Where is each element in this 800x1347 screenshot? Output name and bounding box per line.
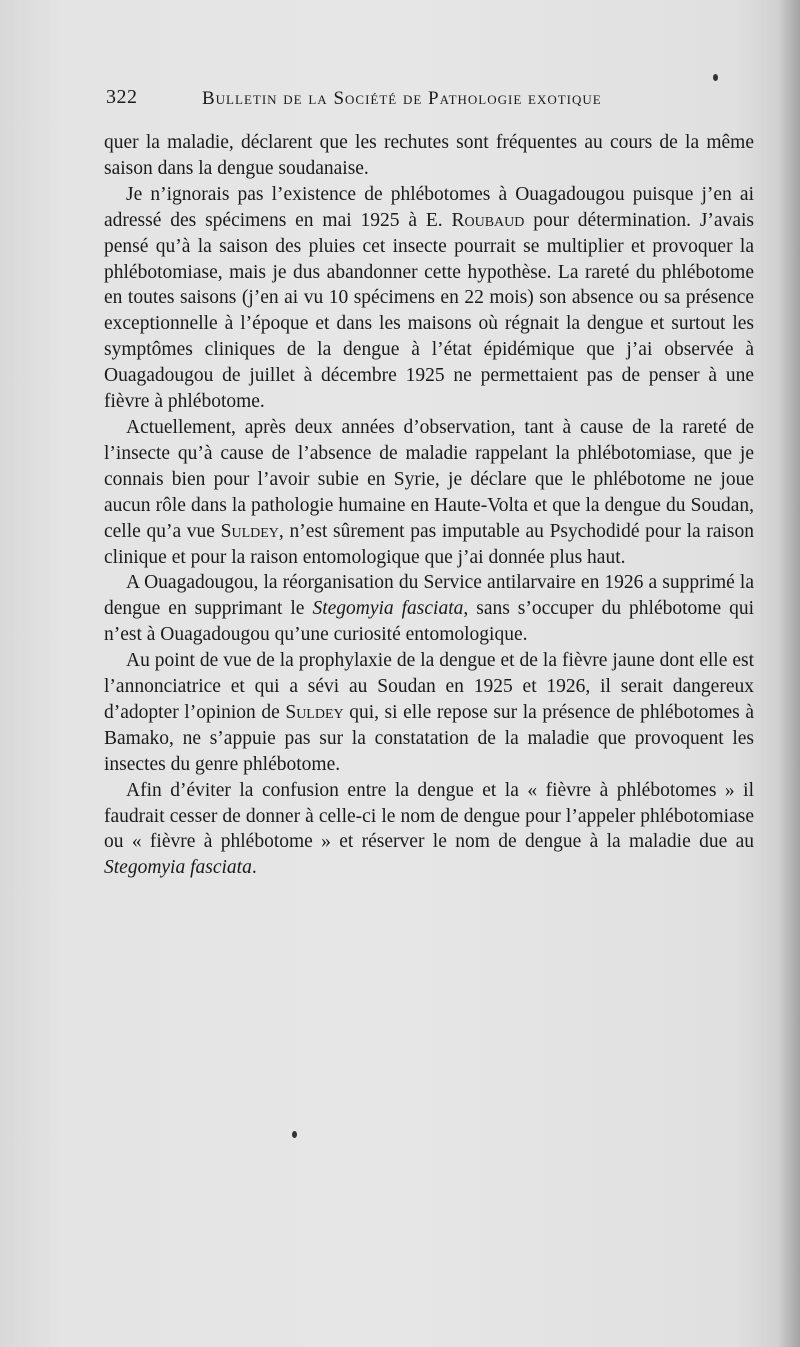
paragraph-text: Actuellement, après deux années d’observation, tant à cause de la rareté de l’insecte qu’à cause de l’absence de maladie rappelant la phlébotomiase, que je connais bien pour l’avoir subie en Syrie, je déclare que le phlébotome ne joue aucun rôle dans la pathologie humaine en Haute-Volta et que la dengue du Soudan, celle qu’a vue [104, 416, 754, 542]
page-header [106, 86, 766, 116]
ink-speck [292, 1131, 297, 1138]
article-body [104, 130, 754, 881]
species-name: Stegomyia fasciata [104, 857, 252, 879]
author-name: Suldey [285, 701, 344, 723]
page-edge-shadow [778, 0, 800, 1347]
ink-speck [713, 74, 718, 81]
paragraph [104, 130, 754, 182]
paragraph-text: Au point de vue de la prophylaxie de la dengue et de la fièvre jaune dont elle est l’annonciatrice et qui a sévi au Soudan en 1925 et 1926, il serait dangereux d’adopter l’opinion de [104, 650, 754, 723]
paragraph-text: Je n’ignorais pas l’existence de phlébotomes à Ouagadougou puisque j’en ai adressé des spécimens en mai 1925 à E. [104, 183, 754, 231]
species-name: Stegomyia fasciata [312, 598, 464, 620]
paragraph-text: , n’est sûrement pas imputable au Psychodidé pour la raison clinique et pour la raison entomologique que j’ai donnée plus haut. [104, 520, 754, 568]
author-name: Roubaud [451, 209, 525, 231]
paragraph-text: . [251, 857, 257, 879]
paragraph [104, 182, 754, 415]
paragraph [104, 415, 754, 570]
paragraph-text: Afin d’éviter la confusion entre la dengue et la « fièvre à phlébotomes » il faudrait cesser de donner à celle-ci le nom de dengue pour l’appeler phlébotomiase ou « fièvre à phlébotome » et réserver le nom de dengue à la maladie due au [104, 779, 754, 853]
paragraph-text: , sans s’occuper du phlébotome qui n’est à Ouagadougou qu’une curiosité entomologique. [104, 598, 754, 646]
running-title: Bulletin de la Société de Pathologie exotique [202, 88, 602, 109]
paragraph [104, 570, 754, 648]
paragraph [104, 648, 754, 778]
author-name: Sulde [220, 520, 269, 542]
paragraph [104, 778, 754, 882]
paragraph-text: pour détermination. J’avais pensé qu’à la saison des pluies cet insecte pourrait se multiplier et provoquer la phlébotomiase, mais je dus abandonner cette hypothèse. La rareté du phlébotome en toutes saisons (j’en ai vu 10 spécimens en 22 mois) son absence ou sa présence exceptionnelle à l’époque et dans les maisons où régnait la dengue et surtout les symptômes cliniques de la dengue à l’état épidémique que j’ai observée à Ouagadougou de juillet à décembre 1925 ne permettaient pas de penser à une fièvre à phlébotome. [104, 209, 754, 413]
paragraph-text: A Ouagadougou, la réorganisation du Service antilarvaire en 1926 a supprimé la dengue en supprimant le [104, 572, 754, 620]
page-number: 322 [106, 86, 138, 108]
author-name: y [268, 520, 279, 542]
paragraph-text: qui, si elle repose sur la présence de phlébotomes à Bamako, ne s’appuie pas sur la constatation de la maladie que provoquent les insectes du genre phlébotome. [104, 701, 755, 775]
paragraph-text: quer la maladie, déclarent que les rechutes sont fréquentes au cours de la même saison dans la dengue soudanaise. [104, 132, 754, 179]
